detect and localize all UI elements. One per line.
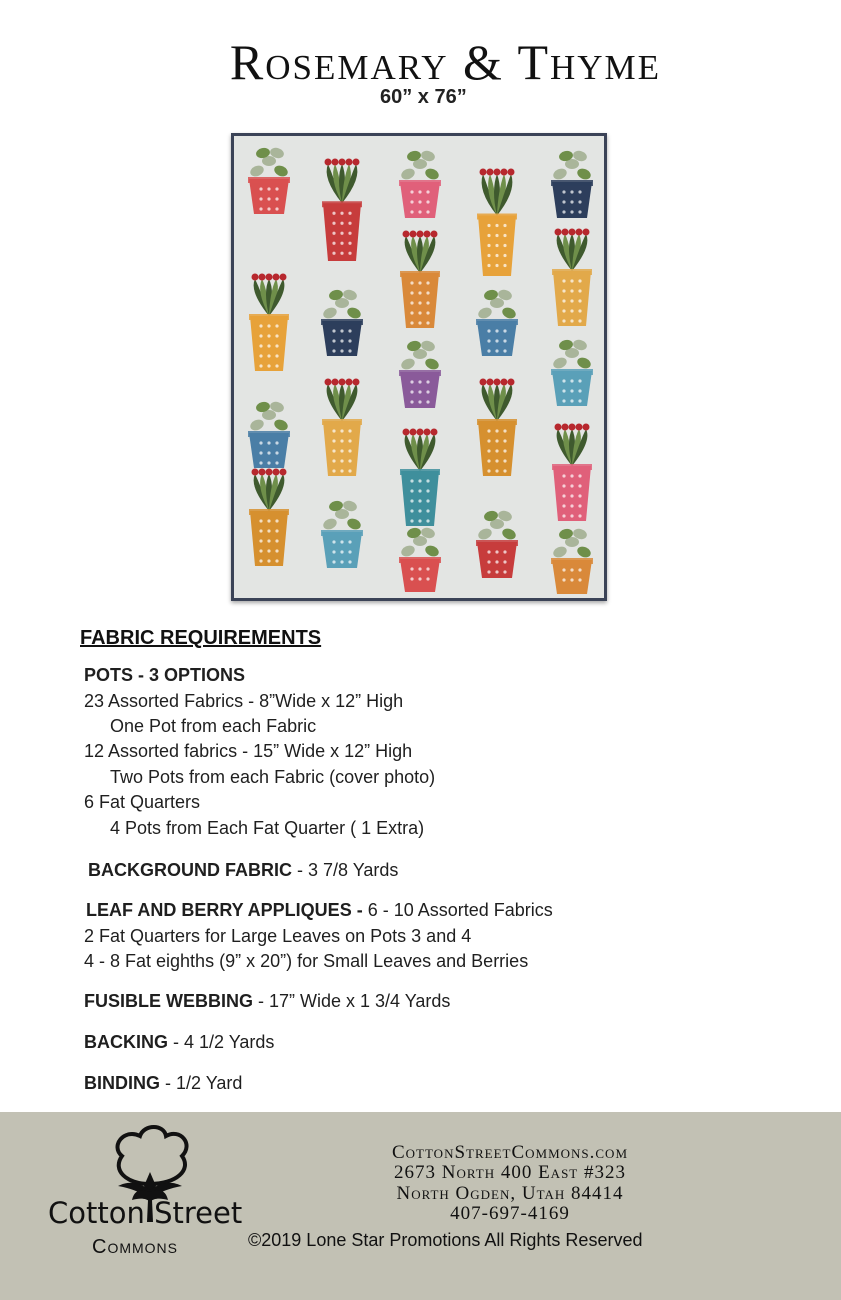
- pots-option-2: 12 Assorted fabrics - 15” Wide x 12” High: [84, 741, 413, 761]
- address-line-2: North Ogden, Utah 84414: [396, 1183, 624, 1204]
- copyright: ©2019 Lone Star Promotions All Rights Reserved: [248, 1230, 643, 1250]
- fusible-webbing: FUSIBLE WEBBING - 17” Wide x 1 3/4 Yards: [84, 991, 451, 1011]
- quilt-plant-block: [552, 229, 592, 327]
- pots-heading: POTS - 3 OPTIONS: [84, 665, 246, 685]
- pots-option-1: 23 Assorted Fabrics - 8”Wide x 12” High: [84, 691, 404, 711]
- quilt-plant-block: [249, 469, 289, 567]
- leaf-line-1: 2 Fat Quarters for Large Leaves on Pots 3 and 4: [84, 926, 472, 946]
- pattern-title: Rosemary & Thyme: [229, 34, 662, 90]
- quilt-plant-block: [552, 424, 592, 522]
- website: CottonStreetCommons.com: [391, 1142, 629, 1163]
- phone: 407-697-4169: [450, 1203, 570, 1224]
- quilt-plant-block: [400, 231, 440, 329]
- quilt-plant-block: [249, 274, 289, 372]
- quilt-plant-block: [400, 429, 440, 527]
- pots-option-1-note: One Pot from each Fabric: [110, 716, 317, 736]
- backing: BACKING - 4 1/2 Yards: [84, 1032, 275, 1052]
- leaf-berry-heading: LEAF AND BERRY APPLIQUES - 6 - 10 Assorted Fabrics: [86, 900, 553, 920]
- logo-brand-subtitle: Commons: [92, 1236, 178, 1258]
- quilt-size: 60” x 76”: [380, 86, 467, 108]
- binding: BINDING - 1/2 Yard: [84, 1073, 243, 1093]
- pots-option-3: 6 Fat Quarters: [84, 792, 201, 812]
- pots-option-2-note: Two Pots from each Fabric (cover photo): [110, 767, 436, 787]
- background-fabric: BACKGROUND FABRIC - 3 7/8 Yards: [88, 860, 399, 880]
- pots-option-3-note: 4 Pots from Each Fat Quarter ( 1 Extra): [110, 818, 425, 838]
- quilt-plant-block: [322, 379, 362, 477]
- quilt-plant-block: [477, 169, 517, 277]
- fabric-requirements-heading: FABRIC REQUIREMENTS: [80, 627, 322, 649]
- quilt-photo: [231, 133, 607, 601]
- leaf-line-2: 4 - 8 Fat eighths (9” x 20”) for Small Leaves and Berries: [84, 951, 529, 971]
- logo-brand-name: Cotton Street: [48, 1196, 243, 1230]
- address-line-1: 2673 North 400 East #323: [394, 1162, 626, 1183]
- quilt-illustration: [234, 136, 604, 598]
- quilt-plant-block: [477, 379, 517, 477]
- quilt-plant-block: [322, 159, 362, 262]
